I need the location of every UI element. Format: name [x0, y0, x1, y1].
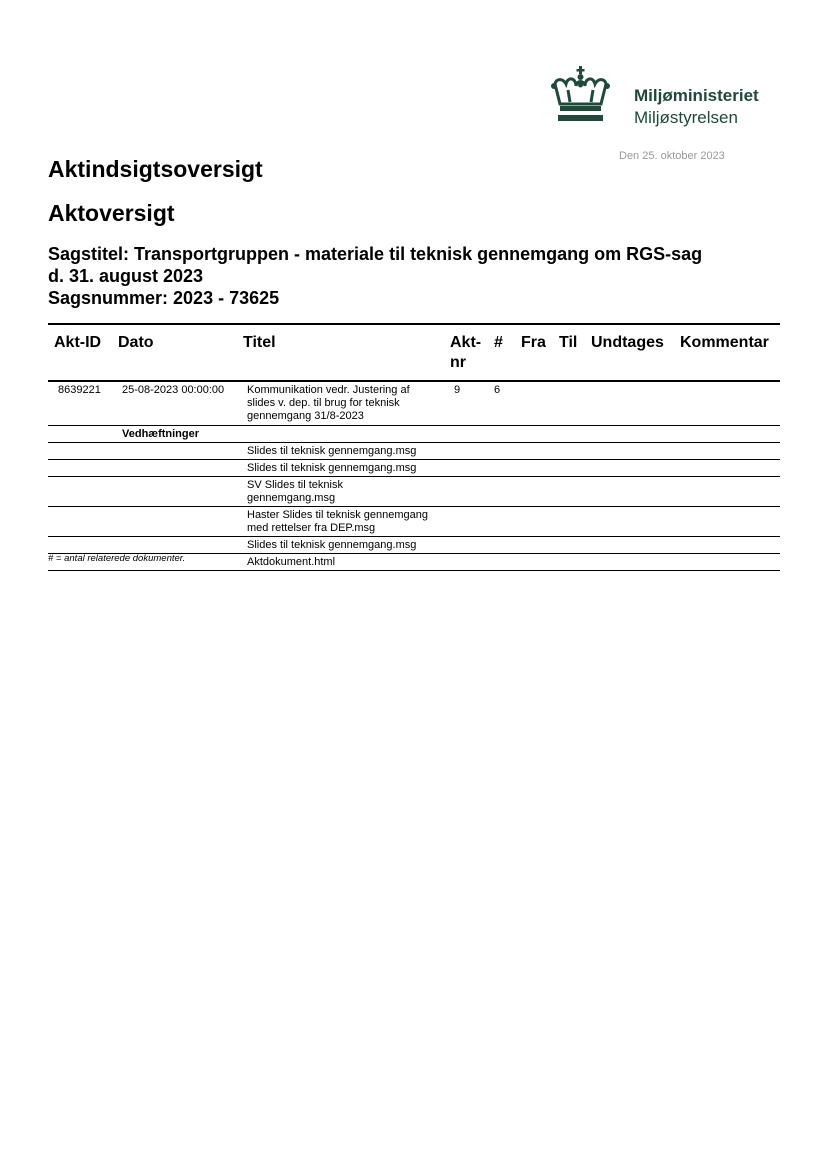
col-header-kommentar: Kommentar	[674, 324, 780, 381]
col-header-count: #	[488, 324, 515, 381]
logo	[548, 66, 788, 128]
logo-name: Miljøministeriet	[634, 86, 759, 105]
acts-table	[48, 323, 780, 571]
page-title: Aktindsigtsoversigt	[48, 156, 263, 182]
table-header-row	[48, 324, 780, 381]
col-header-akt-nr: Akt- nr	[444, 324, 488, 381]
attachment-title: Slides til teknisk gennemgang.msg	[237, 443, 444, 460]
col-header-dato: Dato	[112, 324, 237, 381]
attachment-title: SV Slides til teknisk gennemgang.msg	[237, 477, 444, 507]
cell-dato: 25-08-2023 00:00:00	[112, 381, 237, 426]
crown-icon	[548, 66, 614, 128]
col-header-undtages: Undtages	[585, 324, 674, 381]
footnote: # = antal relaterede dokumenter.	[48, 553, 186, 564]
case-info	[48, 243, 783, 309]
attachment-row	[48, 477, 780, 507]
cell-count: 6	[488, 381, 515, 426]
logo-subtitle: Miljøstyrelsen	[634, 108, 738, 127]
attachment-row	[48, 443, 780, 460]
attachment-title: Slides til teknisk gennemgang.msg	[237, 537, 444, 554]
case-title-line2: d. 31. august 2023	[48, 266, 204, 286]
attachments-label-row	[48, 426, 780, 443]
case-number: Sagsnummer: 2023 - 73625	[48, 288, 280, 308]
attachment-row	[48, 460, 780, 477]
document-date: Den 25. oktober 2023	[619, 150, 725, 162]
cell-akt-nr: 9	[444, 381, 488, 426]
col-header-akt-id: Akt-ID	[48, 324, 112, 381]
col-header-titel: Titel	[237, 324, 444, 381]
cell-fra	[515, 381, 553, 426]
case-title-line1: Sagstitel: Transportgruppen - materiale til teknisk gennemgang om RGS-sag	[48, 244, 703, 264]
cell-undtages	[585, 381, 674, 426]
section-title: Aktoversigt	[48, 200, 175, 226]
table-row	[48, 381, 780, 426]
col-header-til: Til	[553, 324, 585, 381]
attachment-title: Haster Slides til teknisk gennemgang med rettelser fra DEP.msg	[237, 507, 444, 537]
attachment-row	[48, 537, 780, 554]
col-header-fra: Fra	[515, 324, 553, 381]
cell-titel: Kommunikation vedr. Justering af slides v. dep. til brug for teknisk gennemgang 31/8-2023	[237, 381, 444, 426]
attachment-title: Aktdokument.html	[237, 554, 444, 571]
attachment-row	[48, 507, 780, 537]
cell-akt-id: 8639221	[48, 381, 112, 426]
attachment-title: Slides til teknisk gennemgang.msg	[237, 460, 444, 477]
attachments-label: Vedhæftninger	[112, 426, 237, 443]
cell-til	[553, 381, 585, 426]
cell-kommentar	[674, 381, 780, 426]
